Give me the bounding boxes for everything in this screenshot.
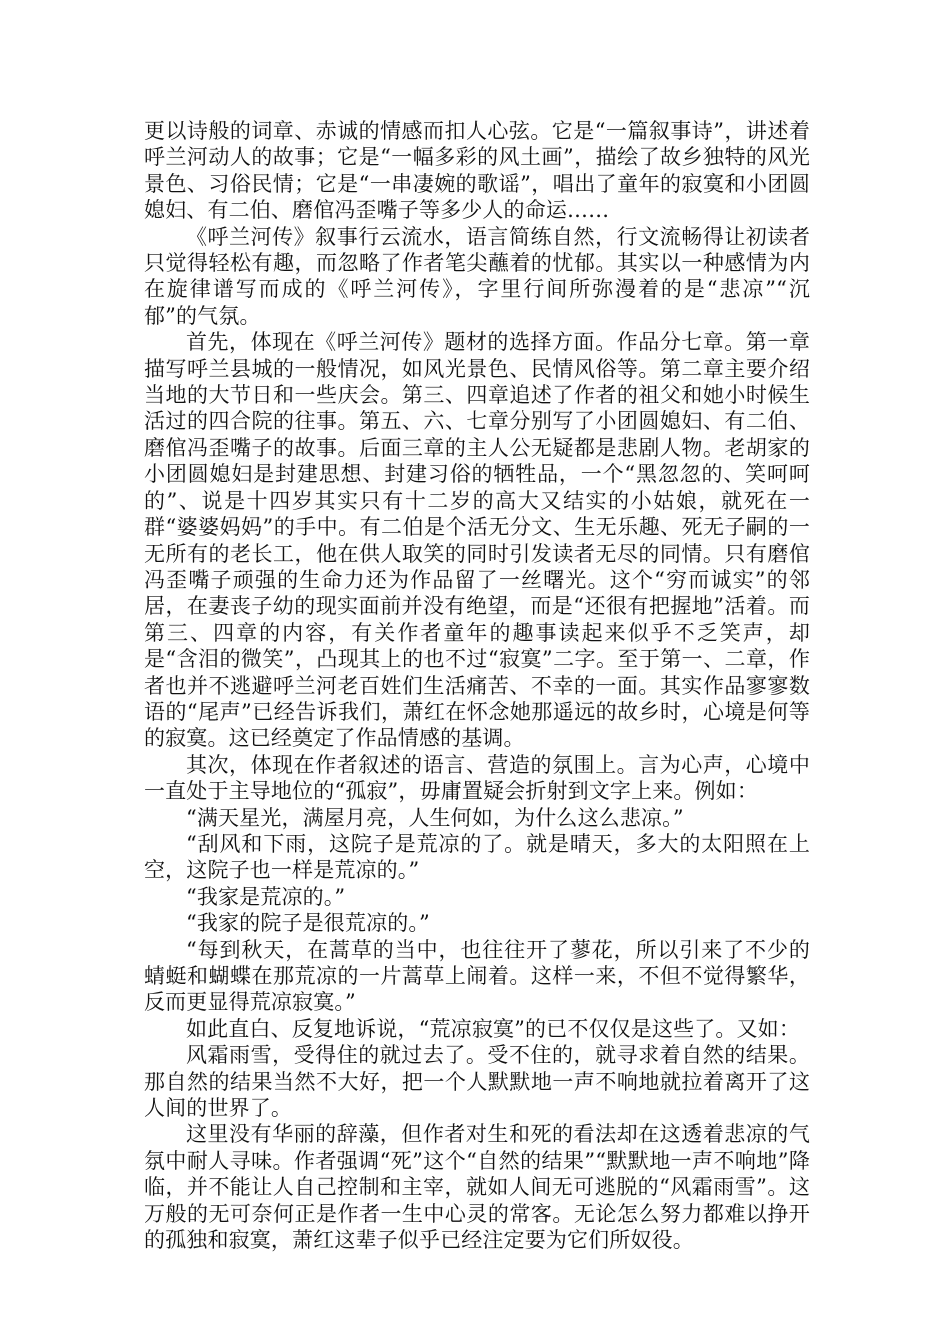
paragraph-subject-selection: 首先，体现在《呼兰河传》题材的选择方面。作品分七章。第一章描写呼兰县城的一般情况，如风光景色、民情风俗等。第二章主要介绍当地的大节日和一些庆会。第三、四章追述了作者的祖父和她小时候生活过的四合院的往事。第五、六、七章分别写了小团圆媳妇、有二伯、磨倌冯歪嘴子的故事。后面三章的主人公无疑都是悲剧人物。老胡家的小团圆媳妇是封建思想、封建习俗的牺牲品，一个“黑忽忽的、笑呵呵的”、说是十四岁其实只有十二岁的高大又结实的小姑娘，就死在一群“婆婆妈妈”的手中。有二伯是个活无分文、生无乐趣、死无子嗣的一无所有的老长工，他在供人取笑的同时引发读者无尽的同情。只有磨倌冯歪嘴子顽强的生命力还为作品留了一丝曙光。这个“穷而诚实”的邻居，在妻丧子幼的现实面前并没有绝望，而是“还很有把握地”活着。而第三、四章的内容，有关作者童年的趣事读起来似乎不乏笑声，却是“含泪的微笑”，凸现其上的也不过“寂寞”二字。至于第一、二章，作者也并不逃避呼兰河老百姓们生活痛苦、不幸的一面。其实作品寥寥数语的“尾声”已经告诉我们，萧红在怀念她那遥远的故乡时，心境是何等的寂寞。这已经奠定了作品情感的基调。 xyxy=(144,330,810,751)
quote-yard-desolate: “我家的院子是很荒凉的。” xyxy=(186,911,430,936)
paragraph-language-atmosphere: 其次，体现在作者叙述的语言、营造的氛围上。言为心声，心境中一直处于主导地位的“孤寂”，毋庸置疑会折射到文字上来。例如： xyxy=(144,752,810,804)
paragraph-repetition: 如此直白、反复地诉说，“荒凉寂寞”的已不仅仅是这些了。又如： xyxy=(186,1016,800,1041)
paragraph-intro: 更以诗般的词章、赤诚的情感而扣人心弦。它是“一篇叙事诗”，讲述着呼兰河动人的故事；它是“一幅多彩的风土画”，描绘了故乡独特的风光景色、习俗民情；它是“一串凄婉的歌谣”，唱出了童年的寂寞和小团圆媳妇、有二伯、磨倌冯歪嘴子等多少人的命运…… xyxy=(144,119,810,223)
quote-wind-rain: “刮风和下雨，这院子是荒凉的了。就是晴天，多大的太阳照在上空，这院子也一样是荒凉的。” xyxy=(144,831,810,883)
quote-wind-frost: 风霜雨雪，受得住的就过去了。受不住的，就寻求着自然的结果。那自然的结果当然不大好，把一个人默默地一声不响地就拉着离开了这人间的世界了。 xyxy=(144,1043,810,1121)
quote-home-desolate: “我家是荒凉的。” xyxy=(186,884,346,909)
paragraph-narrative-style: 《呼兰河传》叙事行云流水，语言简练自然，行文流畅得让初读者只觉得轻松有趣，而忽略了作者笔尖蘸着的忧郁。其实以一种感情为内在旋律谱写而成的《呼兰河传》，字里行间所弥漫着的是“悲凉”“沉郁”的气氛。 xyxy=(144,224,810,328)
quote-autumn: “每到秋天，在蒿草的当中，也往往开了蓼花，所以引来了不少的蜻蜓和蝴蝶在那荒凉的一片蒿草上闹着。这样一来，不但不觉得繁华，反而更显得荒凉寂寞。” xyxy=(144,937,810,1015)
quote-stars-moon: “满天星光，满屋月亮，人生何如，为什么这么悲凉。” xyxy=(186,805,684,830)
paragraph-conclusion: 这里没有华丽的辞藻，但作者对生和死的看法却在这透着悲凉的气氛中耐人寻味。作者强调“死”这个“自然的结果”“默默地一声不响地”降临，并不能让人自己控制和主宰，就如人间无可逃脱的“风霜雨雪”。这万般的无可奈何正是作者一生中心灵的常客。无论怎么努力都难以挣开的孤独和寂寞，萧红这辈子似乎已经注定要为它们所奴役。 xyxy=(144,1122,810,1253)
document-page xyxy=(144,118,810,1253)
